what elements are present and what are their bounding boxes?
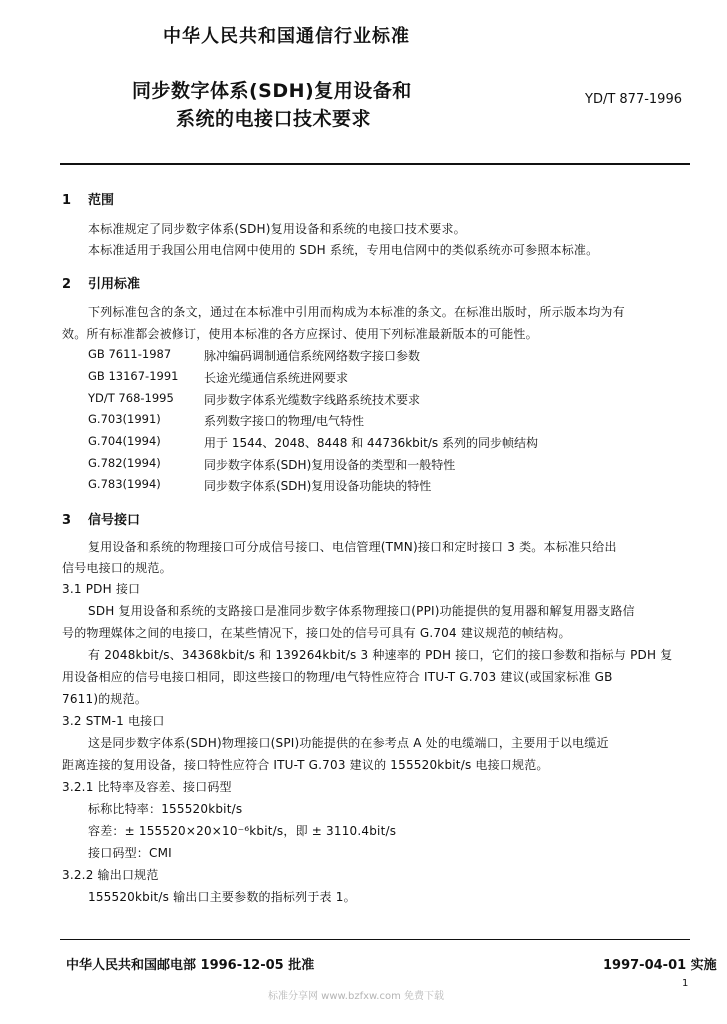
subsection-3-2-paragraph-line-2: 距离连接的复用设备，接口特性应符合 ITU-T G.703 建议的 155520kbit/s 电接口规范。 xyxy=(62,758,549,772)
reference-code: G.782(1994) xyxy=(88,456,161,470)
section-3-paragraph-line-1: 复用设备和系统的物理接口可分成信号接口、电信管理(TMN)接口和定时接口 3 类。本标准只给出 xyxy=(88,540,617,554)
reference-code: GB 13167-1991 xyxy=(88,369,179,383)
subsection-3-2-2-heading: 3.2.2 输出口规范 xyxy=(62,868,159,882)
subsection-3-1-paragraph-1-line-1: SDH 复用设备和系统的支路接口是准同步数字体系物理接口(PPI)功能提供的复用器和解复用器支路信 xyxy=(88,604,635,618)
implementation-date: 1997-04-01 实施 xyxy=(603,958,717,973)
reference-title: 脉冲编码调制通信系统网络数字接口参数 xyxy=(204,349,421,363)
reference-title: 系列数字接口的物理/电气特性 xyxy=(204,414,365,428)
section-1-number: 1 xyxy=(62,193,72,208)
reference-code: YD/T 768-1995 xyxy=(88,391,174,405)
section-3-title: 信号接口 xyxy=(88,513,141,528)
tolerance: 容差：± 155520×20×10⁻⁶kbit/s，即 ± 3110.4bit/s xyxy=(88,824,397,838)
reference-title: 同步数字体系(SDH)复用设备功能块的特性 xyxy=(204,479,432,493)
subsection-3-1-paragraph-2-line-1: 有 2048kbit/s、34368kbit/s 和 139264kbit/s 3 种速率的 PDH 接口，它们的接口参数和指标与 PDH 复 xyxy=(88,648,673,662)
interface-code: 接口码型：CMI xyxy=(88,846,172,860)
subsection-3-1-paragraph-2-line-3: 7611)的规范。 xyxy=(62,692,148,706)
reference-title: 长途光缆通信系统进网要求 xyxy=(204,371,349,385)
reference-code: G.703(1991) xyxy=(88,412,161,426)
section-2-heading xyxy=(62,273,140,292)
reference-title: 同步数字体系光缆数字线路系统技术要求 xyxy=(204,393,421,407)
reference-code: G.783(1994) xyxy=(88,477,161,491)
header-divider xyxy=(60,163,690,165)
subsection-3-2-paragraph-line-1: 这是同步数字体系(SDH)物理接口(SPI)功能提供的在参考点 A 处的电缆端口，主要用于以电缆近 xyxy=(88,736,609,750)
document-title-line-1: 同步数字体系(SDH)复用设备和 xyxy=(132,80,412,102)
page-number: 1 xyxy=(682,978,689,989)
approval-statement: 中华人民共和国邮电部 1996-12-05 批准 xyxy=(66,958,315,973)
nominal-bit-rate: 标称比特率：155520kbit/s xyxy=(88,802,243,816)
section-2-title: 引用标准 xyxy=(88,277,141,292)
section-2-paragraph-line-1: 下列标准包含的条文，通过在本标准中引用而构成为本标准的条文。在标准出版时，所示版本均为有 xyxy=(88,305,625,319)
footer-divider xyxy=(60,939,690,940)
subsection-3-1-heading: 3.1 PDH 接口 xyxy=(62,582,141,596)
subsection-3-1-paragraph-1-line-2: 号的物理媒体之间的电接口，在某些情况下，接口处的信号可具有 G.704 建议规范的帧结构。 xyxy=(62,626,571,640)
reference-code: GB 7611-1987 xyxy=(88,347,172,361)
reference-code: G.704(1994) xyxy=(88,434,161,448)
section-3-paragraph-line-2: 信号电接口的规范。 xyxy=(62,561,172,575)
section-1-title: 范围 xyxy=(88,193,115,208)
section-2-number: 2 xyxy=(62,277,72,292)
issuing-organization: 中华人民共和国通信行业标准 xyxy=(163,26,410,47)
watermark-text: 标准分享网 www.bzfxw.com 免费下载 xyxy=(268,991,444,1002)
reference-title: 用于 1544、2048、8448 和 44736kbit/s 系列的同步帧结构 xyxy=(204,436,538,450)
subsection-3-2-1-heading: 3.2.1 比特率及容差、接口码型 xyxy=(62,780,232,794)
section-3-heading xyxy=(62,509,140,528)
subsection-3-2-2-paragraph: 155520kbit/s 输出口主要参数的指标列于表 1。 xyxy=(88,890,356,904)
reference-title: 同步数字体系(SDH)复用设备的类型和一般特性 xyxy=(204,458,456,472)
section-1-heading xyxy=(62,189,114,208)
document-title-line-2: 系统的电接口技术要求 xyxy=(176,108,372,130)
section-2-paragraph-line-2: 效。所有标准都会被修订，使用本标准的各方应探讨、使用下列标准最新版本的可能性。 xyxy=(62,327,538,341)
section-3-number: 3 xyxy=(62,513,72,528)
standard-code: YD/T 877-1996 xyxy=(585,92,682,107)
subsection-3-1-paragraph-2-line-2: 用设备相应的信号电接口相同，即这些接口的物理/电气特性应符合 ITU-T G.703 建议(或国家标准 GB xyxy=(62,670,613,684)
subsection-3-2-heading: 3.2 STM-1 电接口 xyxy=(62,714,165,728)
section-1-paragraph-2: 本标准适用于我国公用电信网中使用的 SDH 系统，专用电信网中的类似系统亦可参照本标准。 xyxy=(88,243,599,257)
section-1-paragraph-1: 本标准规定了同步数字体系(SDH)复用设备和系统的电接口技术要求。 xyxy=(88,222,466,236)
